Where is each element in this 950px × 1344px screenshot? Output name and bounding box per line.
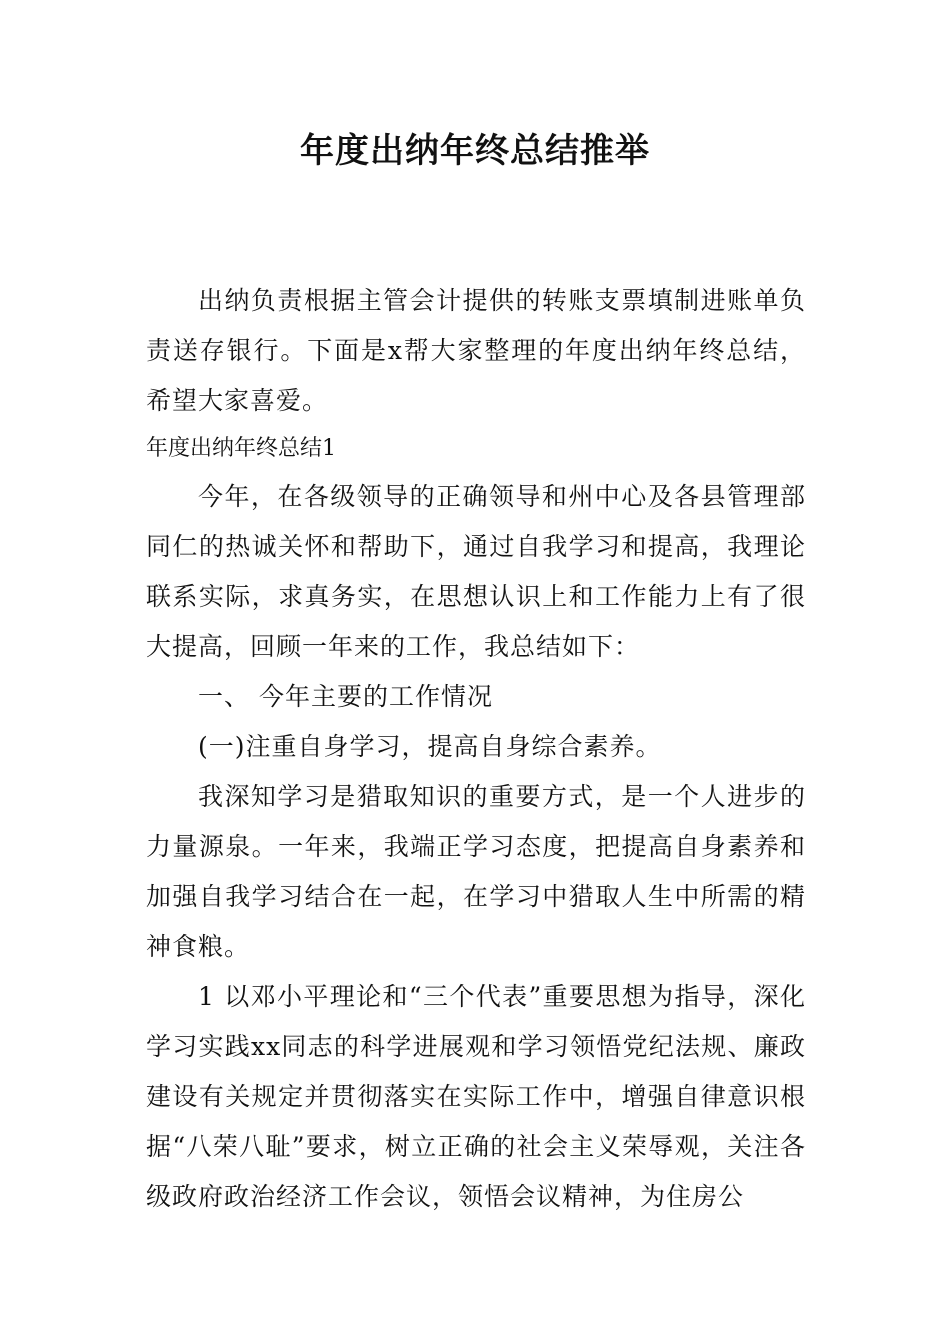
document-title: 年度出纳年终总结推举 [300,131,650,171]
body-paragraph: 我深知学习是猎取知识的重要方式，是一个人进步的力量源泉。一年来，我端正学习态度，把提高自身素养和加强自我学习结合在一起，在学习中猎取人生中所需的精神食粮。 [146,782,806,961]
intro-paragraph: 出纳负责根据主管会计提供的转账支票填制进账单负责送存银行。下面是x帮大家整理的年度出纳年终总结，希望大家喜爱。 [146,286,806,415]
document-body [146,276,806,1222]
subheading-paragraph: (一)注重自身学习，提高自身综合素养。 [198,732,662,761]
body-paragraph: 今年，在各级领导的正确领导和州中心及各县管理部同仁的热诚关怀和帮助下，通过自我学习和提高，我理论联系实际，求真务实，在思想认识上和工作能力上有了很大提高，回顾一年来的工作，我总结如下： [146,482,806,661]
subheading-paragraph: 一、 今年主要的工作情况 [198,682,493,711]
body-paragraph: 1 以邓小平理论和“三个代表”重要思想为指导，深化学习实践xx同志的科学进展观和学习领悟党纪法规、廉政建设有关规定并贯彻落实在实际工作中，增强自律意识根据“八荣八耻”要求，树立正确的社会主义荣辱观，关注各级政府政治经济工作会议，领悟会议精神，为住房公 [146,982,806,1211]
section-heading: 年度出纳年终总结1 [146,436,336,461]
